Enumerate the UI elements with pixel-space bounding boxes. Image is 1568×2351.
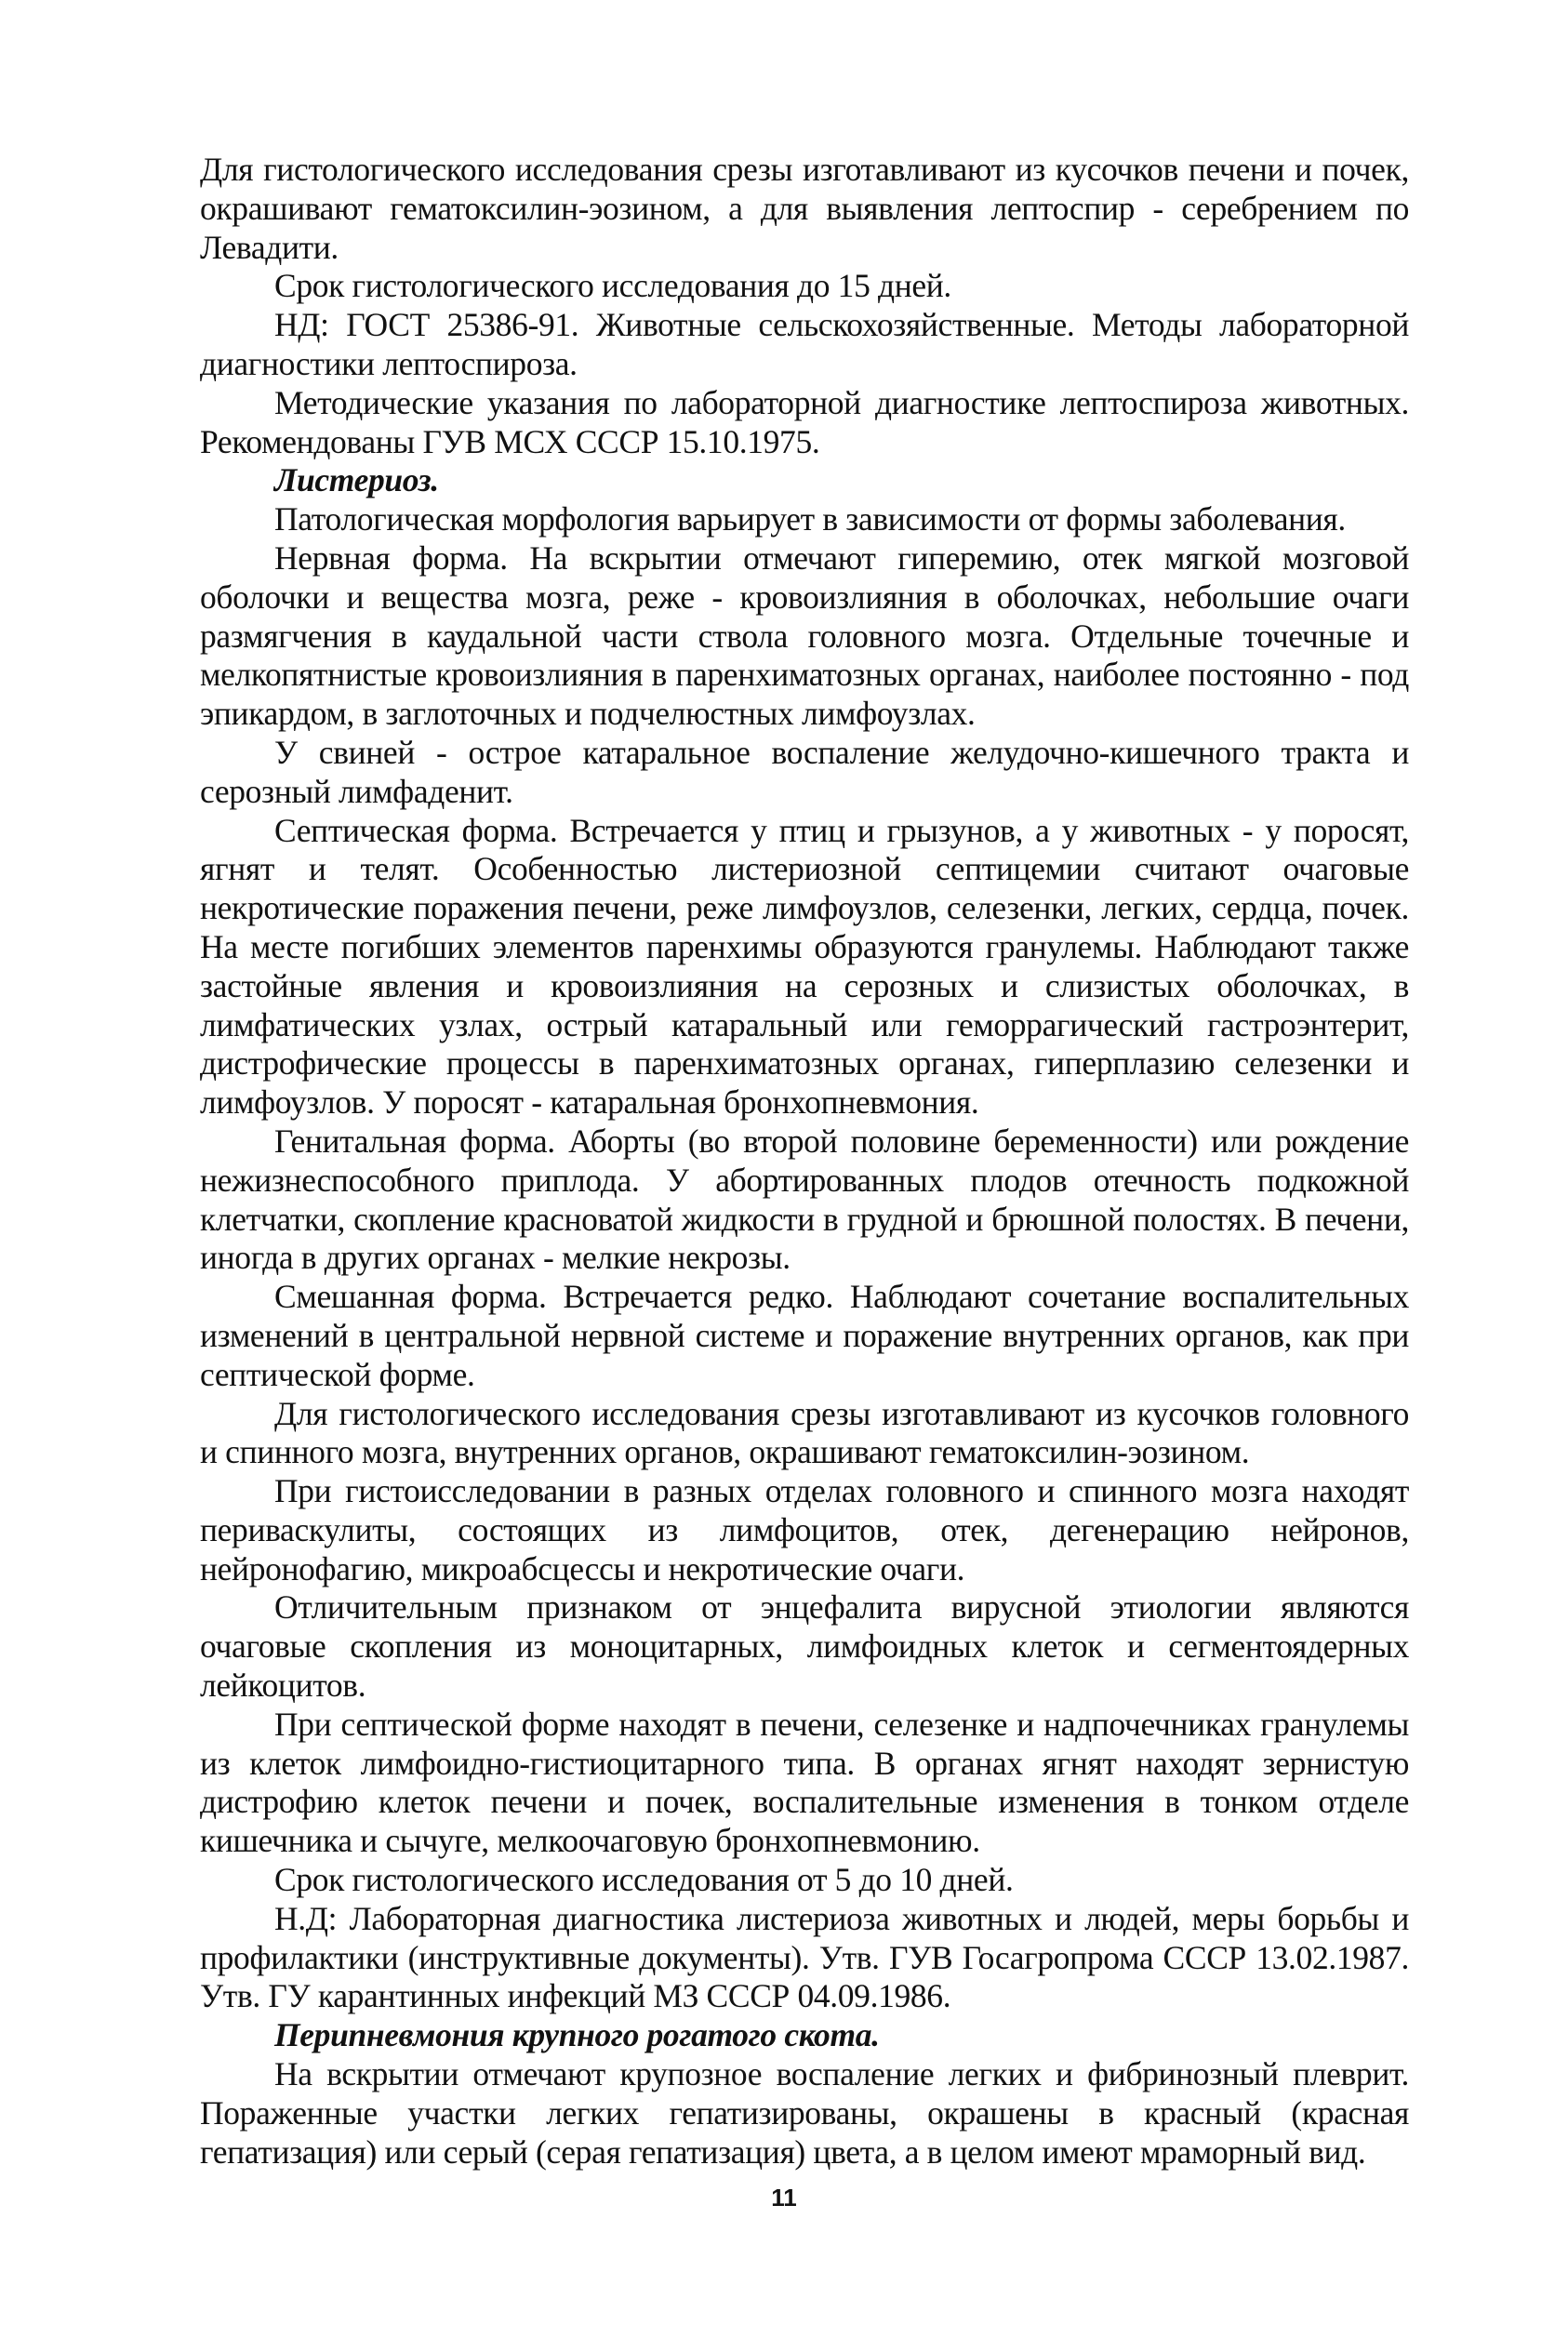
paragraph-study-period-leptospirosis: Срок гистологического исследования до 15 дней. [274,267,951,305]
paragraph-septic-form: Септическая форма. Встречается у птиц и грызунов, а у животных - у поросят, ягнят и телят. Особенностью листериозной септицемии считают очаговые некротические поражения печени, реже лимфоузлов, селезенки, легких, сердца, почек. На месте погибших элементов паренхимы образуются гранулемы. Наблюдают также застойные явления и кровоизлияния на серозных и слизистых оболочках, в лимфатических узлах, острый катаральный или геморрагический гастроэнтерит, дистрофические процессы в паренхиматозных органах, гиперплазию селезенки и лимфоузлов. У поросят - катаральная бронхопневмония. [200,811,1409,1122]
paragraph-study-period-listeriosis: Срок гистологического исследования от 5 до 10 дней. [274,1861,1014,1899]
paragraph-histo-findings: При гистоисследовании в разных отделах головного и спинного мозга находят периваскулиты, состоящих из лимфоцитов, отек, дегенерацию нейронов, нейронофагию, микроабсцессы и некротические очаги. [200,1472,1409,1587]
paragraph-nervous-form: Нервная форма. На вскрытии отмечают гиперемию, отек мягкой мозговой оболочки и вещества мозга, реже - кровоизлияния в оболочках, небольшие очаги размягчения в каудальной части ствола головного мозга. Отдельные точечные и мелкопятнистые кровоизлияния в паренхиматозных органах, наиболее постоянно - под эпикардом, в заглоточных и подчелюстных лимфоузлах. [200,538,1409,733]
paragraph-pathological-morphology: Патологическая морфология варьирует в зависимости от формы заболевания. [274,500,1346,538]
heading-pleuropneumonia: Перипневмония крупного рогатого скота. [274,2016,880,2054]
body-text [200,151,1409,2172]
paragraph-histology-leptospirosis: Для гистологического исследования срезы изготавливают из кусочков печени и почек, окрашивают гематоксилин-эозином, а для выявления лептоспир - серебрением по Левадити. [200,151,1409,266]
paragraph-method-guidelines: Методические указания по лабораторной диагностике лептоспироза животных. Рекомендованы ГУВ МСХ СССР 15.10.1975. [200,383,1409,460]
paragraph-genital-form: Генитальная форма. Аборты (во второй половине беременности) или рождение нежизнеспособного приплода. У абортированных плодов отечность подкожной клетчатки, скопление красноватой жидкости в грудной и брюшной полостях. В печени, иногда в других органах - мелкие некрозы. [200,1122,1409,1277]
paragraph-autopsy-pleuropneumonia: На вскрытии отмечают крупозное воспаление легких и фибринозный плеврит. Пораженные участки легких гепатизированы, окрашены в красный (красная гепатизация) или серый (серая гепатизация) цвета, а в целом имеют мраморный вид. [200,2055,1409,2171]
paragraph-septic-granulomas: При септической форме находят в печени, селезенке и надпочечниках гранулемы из клеток лимфоидно-гистиоцитарного типа. В органах ягнят находят зернистую дистрофию клеток печени и почек, воспалительные изменения в тонком отделе кишечника и сычуге, мелкоочаговую бронхопневмонию. [200,1705,1409,1860]
paragraph-pigs: У свиней - острое катаральное воспаление желудочно-кишечного тракта и серозный лимфаденит. [200,733,1409,810]
paragraph-distinctive-sign: Отличительным признаком от энцефалита вирусной этиологии являются очаговые скопления из моноцитарных, лимфоидных клеток и сегментоядерных лейкоцитов. [200,1588,1409,1705]
heading-listeriosis: Листериоз. [274,461,439,499]
paragraph-histology-listeriosis: Для гистологического исследования срезы изготавливают из кусочков головного и спинного мозга, внутренних органов, окрашивают гематоксилин-эозином. [200,1394,1409,1471]
paragraph-nd-listeriosis: Н.Д: Лабораторная диагностика листериоза животных и людей, меры борьбы и профилактики (инструктивные документы). Утв. ГУВ Госагропрома СССР 13.02.1987. Утв. ГУ карантинных инфекций МЗ СССР 04.09.1986. [200,1899,1409,2015]
page-number: 11 [771,2184,797,2212]
paragraph-nd-gost: НД: ГОСТ 25386-91. Животные сельскохозяйственные. Методы лабораторной диагностики лептоспироза. [200,306,1409,382]
paragraph-mixed-form: Смешанная форма. Встречается редко. Наблюдают сочетание воспалительных изменений в центральной нервной системе и поражение внутренних органов, как при септической форме. [200,1278,1409,1393]
